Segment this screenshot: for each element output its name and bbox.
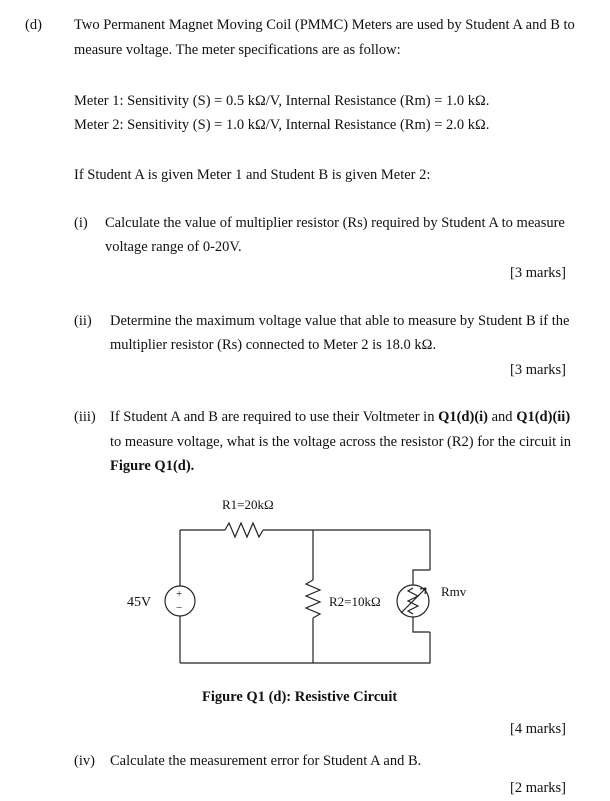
part-iii-line2: to measure voltage, what is the voltage across the resistor (R2) for the circuit in [110,434,572,450]
r2-label: R2=10kΩ [329,594,381,609]
intro-line-1: Two Permanent Magnet Moving Coil (PMMC) Meters are used by Student A and B to [74,17,575,33]
part-iv-marks: [2 marks] [510,780,566,796]
part-ii-line2: multiplier resistor (Rs) connected to Meter 2 is 18.0 kΩ. [110,337,437,353]
part-iv-number: (iv) [74,753,95,769]
figure-caption: Figure Q1 (d): Resistive Circuit [202,689,398,705]
part-ii-line1: Determine the maximum voltage value that able to measure by Student B if the [110,313,570,329]
part-iii-number: (iii) [74,409,96,425]
part-i-line2: voltage range of 0-20V. [105,239,242,255]
r1-label: R1=20kΩ [222,497,274,512]
figure-reference: Figure Q1(d). [110,458,195,474]
meter1-spec: Meter 1: Sensitivity (S) = 0.5 kΩ/V, Internal Resistance (Rm) = 1.0 kΩ. [74,93,490,109]
rmv-label: Rmv [441,584,467,599]
source-plus-sign: + [176,588,183,600]
ref-q1dii: Q1(d)(ii) [516,409,571,425]
part-iii-and: and [488,409,517,425]
intro-line-2: measure voltage. The meter specifications are as follow: [74,42,401,58]
source-voltage-label: 45V [127,595,152,610]
source-minus-sign: − [176,602,183,614]
question-label: (d) [25,17,42,33]
meter2-spec: Meter 2: Sensitivity (S) = 1.0 kΩ/V, Internal Resistance (Rm) = 2.0 kΩ. [74,117,490,133]
part-i-line1: Calculate the value of multiplier resistor (Rs) required by Student A to measure [105,215,565,231]
part-iii-line1-text: If Student A and B are required to use their Voltmeter in [110,409,439,425]
r2-resistor-symbol [306,580,320,618]
r1-resistor-symbol [225,523,263,537]
part-i-marks: [3 marks] [510,265,566,281]
assignment-text: If Student A is given Meter 1 and Student B is given Meter 2: [74,167,431,183]
part-iii-marks: [4 marks] [510,721,566,737]
part-ii-marks: [3 marks] [510,362,566,378]
part-iv-line1: Calculate the measurement error for Student A and B. [110,753,422,769]
part-i-number: (i) [74,215,88,231]
ref-q1di: Q1(d)(i) [438,409,488,425]
part-ii-number: (ii) [74,313,92,329]
